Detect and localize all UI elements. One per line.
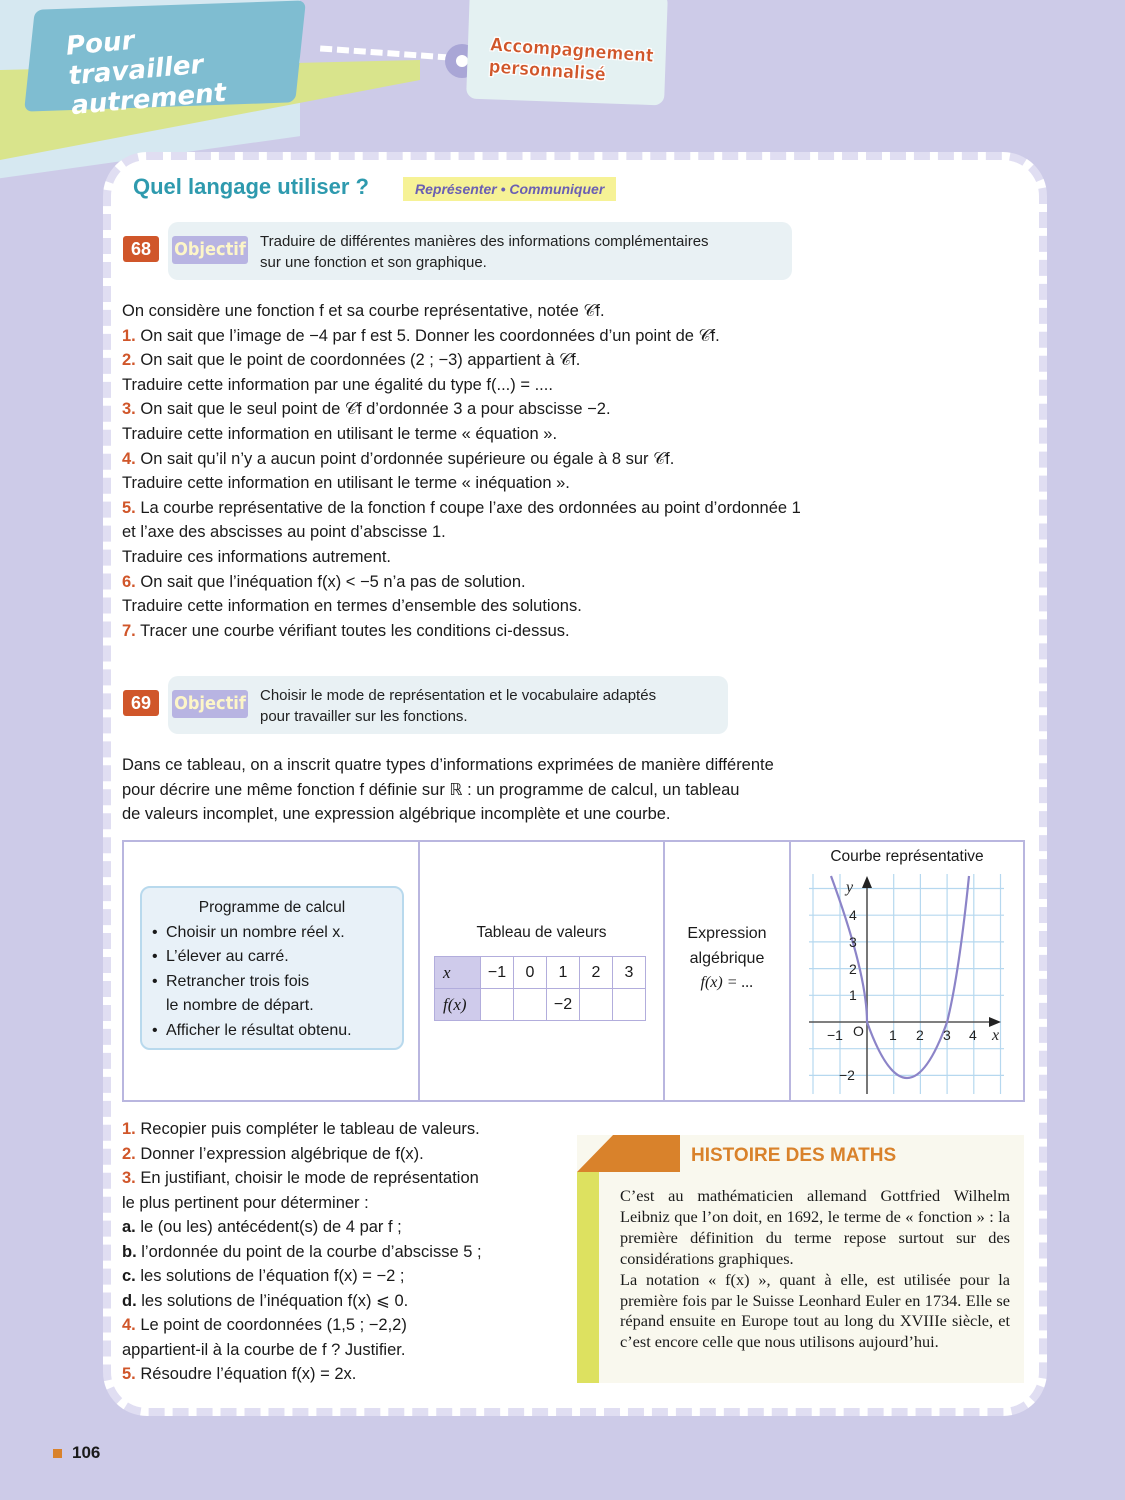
svg-text:−1: −1 [827,1027,843,1043]
question-text: On sait que l’image de −4 par f est 5. Donner les coordonnées d’un point de 𝒞f. [140,326,720,345]
question-number: 4. [122,1316,136,1334]
question-text: Résoudre l’équation f(x) = 2x. [140,1365,357,1383]
program-step: • Choisir un nombre réel x. [152,921,392,946]
curve-graph [809,874,1004,1094]
question-number: 5. [122,1365,136,1383]
objective-text-69: Choisir le mode de représentation et le vocabulaire adaptés pour travailler sur les fonctions. [260,687,657,725]
question-number: a. [122,1218,136,1236]
program-step: • Afficher le résultat obtenu. [152,1019,392,1044]
objective-box-69 [168,676,728,734]
expression-text: Expression algébrique f(x) = ... [687,925,767,992]
question-number: 4. [122,449,136,468]
exercise-68-line [122,496,801,521]
question-number: 6. [122,572,136,591]
header-left-label: Pour travailler autrement [64,25,228,122]
x-value-cell: 0 [514,957,547,989]
objective-badge: Objectif [172,236,248,264]
representations-table [122,840,1025,1102]
history-paragraph-2: La notation « f(x) », quant à elle, est utilisée pour la première fois par le Suisse Leonhard Euler en 1734. Elle se répand ensuite en Europe tout au long du XVIIIe siècle, et c’est encore celle que nous utilisons aujourd’hui. [620,1269,1010,1352]
question-number: 5. [122,498,136,517]
exercise-69-question [122,1338,482,1363]
cell-expression [665,842,791,1100]
skills-badge: Représenter • Communiquer [403,177,616,201]
question-text: Tracer une courbe vérifiant toutes les conditions ci-dessus. [140,621,570,640]
exercise-68-intro: On considère une fonction f et sa courbe représentative, notée 𝒞f. [122,302,605,320]
header-tab-pour-travailler [24,0,306,122]
program-step: • Retrancher trois fois [152,970,392,995]
question-number: 7. [122,621,136,640]
cell-curve [791,842,1023,1100]
program-step: • L’élever au carré. [152,945,392,970]
question-text: Traduire cette information en termes d’ensemble des solutions. [122,597,582,616]
question-text: le plus pertinent pour déterminer : [122,1193,369,1212]
fx-value-cell [481,989,514,1021]
question-text: Le point de coordonnées (1,5 ; −2,2) [140,1316,407,1334]
header-right-label: Accompagnement personnalisé [488,34,655,86]
x-value-cell: 2 [580,957,613,989]
history-side-bar [577,1172,599,1383]
page-marker-icon [53,1449,62,1458]
history-paragraph-1: C’est au mathématicien allemand Gottfried Wilhelm Leibniz que l’on doit, en 1692, le terme de « fonction » : la première définition du terme repose surtout sur des considérations graphiques. [620,1186,1010,1268]
svg-text:4: 4 [849,907,857,923]
objective-badge: Objectif [172,690,248,718]
y-axis-arrow-icon [862,876,872,888]
question-text: La courbe représentative de la fonction f coupe l’axe des ordonnées au point d’ordonnée 1 [140,498,801,517]
x-value-cell: 1 [547,957,580,989]
question-text: les solutions de l’équation f(x) = −2 ; [140,1267,405,1285]
question-text: En justifiant, choisir le mode de représentation [140,1169,479,1187]
svg-text:3: 3 [849,934,857,950]
question-number: 3. [122,1169,136,1187]
fx-value-cell [613,989,646,1021]
question-text: Traduire cette information en utilisant le terme « équation ». [122,424,558,443]
svg-text:3: 3 [943,1027,951,1043]
x-value-cell: 3 [613,957,646,989]
exercise-69-intro: Dans ce tableau, on a inscrit quatre types d’informations exprimées de manière différente pour décrire une même fonction f définie sur ℝ : un programme de calcul, un tableau de valeurs incomplet, une expression algébrique incomplète et une courbe. [122,756,774,824]
question-text: et l’axe des abscisses au point d’abscisse 1. [122,523,446,542]
question-number: 2. [122,1144,136,1163]
exercise-69-question [122,1166,482,1191]
values-table-title: Tableau de valeurs [476,924,607,941]
exercise-69-questions [122,1117,482,1387]
svg-text:x: x [992,1027,1000,1044]
question-text: On sait que le point de coordonnées (2 ; −3) appartient à 𝒞f. [140,351,581,370]
question-text: Traduire cette information par une égalité du type f(...) = .... [122,375,553,394]
history-body [620,1186,1010,1353]
fx-value-cell [580,989,613,1021]
fx-value-cell: −2 [547,989,580,1021]
question-number: 1. [122,326,136,345]
program-title: Programme de calcul [198,899,346,916]
cell-values-table [420,842,665,1100]
exercise-68-line [122,447,801,472]
question-text: Recopier puis compléter le tableau de valeurs. [140,1120,480,1138]
header-dashed-connector [320,45,450,60]
exercise-68-body [122,299,801,643]
exercise-69-question [122,1142,482,1167]
exercise-68-line [122,619,801,644]
svg-text:2: 2 [849,961,857,977]
history-tab-decoration [577,1135,680,1172]
svg-text:1: 1 [849,987,857,1003]
exercise-69-question [122,1362,482,1387]
svg-text:1: 1 [889,1027,897,1043]
exercise-69-question [122,1117,482,1142]
svg-text:y: y [846,879,854,896]
objective-box-68 [168,222,792,280]
page-number: 106 [72,1443,101,1462]
question-text: appartient-il à la courbe de f ? Justifier. [122,1340,406,1359]
cell-program [124,842,420,1100]
page-footer [53,1443,100,1463]
fx-value-cell [514,989,547,1021]
exercise-69-question [122,1240,482,1265]
exercise-number-69: 69 [123,690,159,716]
exercise-69-question [122,1264,482,1289]
svg-text:O: O [853,1023,864,1039]
exercise-69-question [122,1191,482,1216]
question-text: On sait que l’inéquation f(x) < −5 n’a pas de solution. [140,572,526,591]
question-number: d. [122,1291,137,1310]
exercise-69-question [122,1313,482,1338]
svg-text:−2: −2 [839,1067,855,1083]
row-x-header: x [435,957,481,989]
exercise-69-question [122,1215,482,1240]
exercise-68-line [122,422,801,447]
x-axis-arrow-icon [989,1017,1001,1027]
exercise-68-line [122,397,801,422]
exercise-68-line [122,373,801,398]
exercise-69-question [122,1289,482,1314]
question-text: Donner l’expression algébrique de f(x). [140,1144,424,1163]
objective-text-68: Traduire de différentes manières des informations complémentaires sur une fonction et son graphique. [260,233,709,271]
question-text: Traduire cette information en utilisant le terme « inéquation ». [122,474,570,493]
exercise-68-line [122,594,801,619]
svg-text:4: 4 [969,1027,977,1043]
x-value-cell: −1 [481,957,514,989]
graph-title: Courbe représentative [830,848,984,865]
program-step: le nombre de départ. [166,997,314,1015]
question-text: On sait que le seul point de 𝒞f d’ordonnée 3 a pour abscisse −2. [140,400,611,419]
question-text: le (ou les) antécédent(s) de 4 par f ; [140,1218,402,1236]
question-number: 2. [122,351,136,370]
question-number: b. [122,1242,137,1261]
program-box [140,886,404,1050]
header-tab-accompagnement [466,0,668,105]
exercise-number-68: 68 [123,236,159,262]
exercise-68-line [122,348,801,373]
question-text: l’ordonnée du point de la courbe d’abscisse 5 ; [141,1242,482,1261]
exercise-68-line [122,471,801,496]
exercise-68-line [122,324,801,349]
question-text: Traduire ces informations autrement. [122,547,392,566]
exercise-68-line [122,520,801,545]
exercise-68-line [122,545,801,570]
history-box [577,1135,1024,1383]
question-number: 1. [122,1120,136,1138]
question-text: On sait qu’il n’y a aucun point d’ordonnée supérieure ou égale à 8 sur 𝒞f. [140,449,675,468]
question-text: les solutions de l’inéquation f(x) ⩽ 0. [141,1291,409,1310]
question-number: c. [122,1267,136,1285]
section-title: Quel langage utiliser ? [133,174,369,199]
row-fx-header: f(x) [435,989,481,1021]
exercise-68-line [122,570,801,595]
values-table [434,956,646,1021]
svg-text:2: 2 [916,1027,924,1043]
question-number: 3. [122,400,136,419]
history-title: HISTOIRE DES MATHS [691,1145,897,1166]
